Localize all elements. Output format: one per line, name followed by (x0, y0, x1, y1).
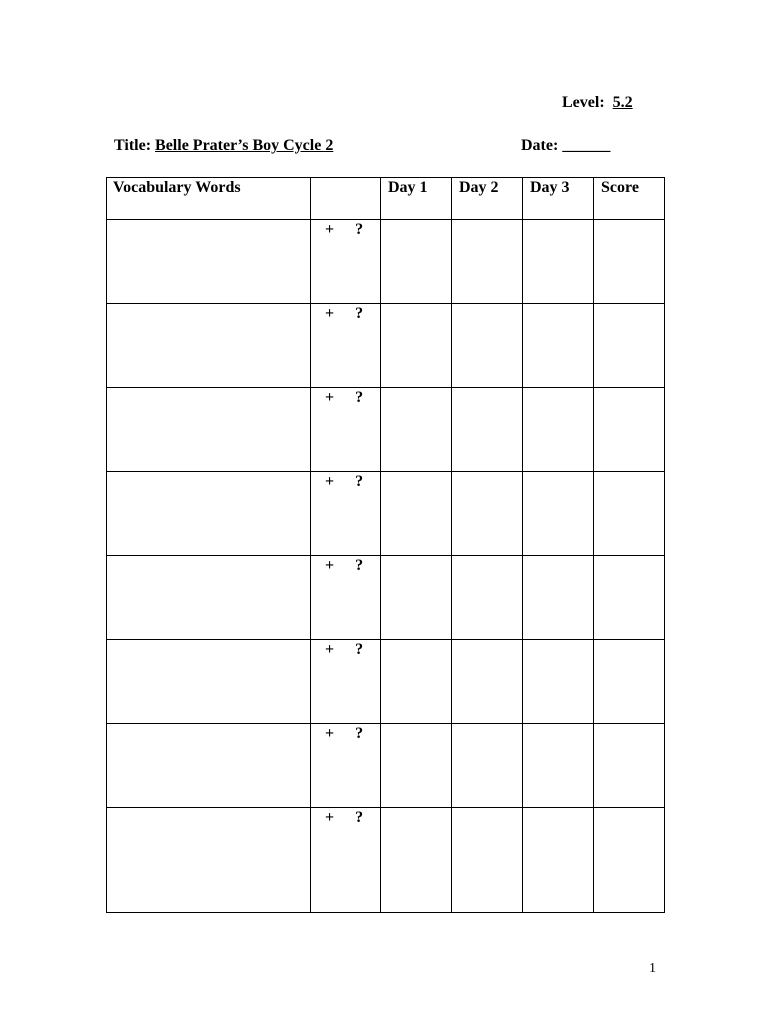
question-mark: ? (355, 473, 364, 490)
header-day-2-label: Day 2 (459, 179, 499, 196)
marks-cell (311, 472, 381, 556)
marks-cell (311, 640, 381, 724)
day-2-cell[interactable] (452, 220, 523, 304)
day-1-cell[interactable] (381, 556, 452, 640)
plus-mark: + (325, 641, 335, 658)
day-2-cell[interactable] (452, 640, 523, 724)
day-3-cell[interactable] (523, 304, 594, 388)
day-3-cell[interactable] (523, 724, 594, 808)
marks-cell (311, 220, 381, 304)
table-row (107, 556, 665, 640)
header-marks (311, 178, 381, 220)
table-row (107, 220, 665, 304)
day-3-cell[interactable] (523, 556, 594, 640)
header-day-1-label: Day 1 (388, 179, 428, 196)
day-3-cell[interactable] (523, 220, 594, 304)
score-cell[interactable] (594, 808, 665, 913)
marks-cell (311, 724, 381, 808)
table-row (107, 808, 665, 913)
vocabulary-word-cell[interactable] (107, 556, 311, 640)
header-vocabulary-words (107, 178, 311, 220)
plus-mark: + (325, 473, 335, 490)
marks-cell (311, 388, 381, 472)
vocabulary-word-cell[interactable] (107, 472, 311, 556)
score-cell[interactable] (594, 640, 665, 724)
day-2-cell[interactable] (452, 556, 523, 640)
vocabulary-word-cell[interactable] (107, 640, 311, 724)
question-mark: ? (355, 221, 364, 238)
header-day-1 (381, 178, 452, 220)
title-line (114, 137, 333, 155)
marks-cell (311, 556, 381, 640)
question-mark: ? (355, 557, 364, 574)
score-cell[interactable] (594, 472, 665, 556)
title-label: Title: (114, 137, 152, 154)
score-cell[interactable] (594, 388, 665, 472)
table-row (107, 472, 665, 556)
header-day-3 (523, 178, 594, 220)
marks-cell (311, 808, 381, 913)
day-3-cell[interactable] (523, 388, 594, 472)
day-3-cell[interactable] (523, 808, 594, 913)
table-row (107, 304, 665, 388)
plus-mark: + (325, 305, 335, 322)
level-value: 5.2 (612, 94, 633, 111)
day-2-cell[interactable] (452, 724, 523, 808)
vocabulary-word-cell[interactable] (107, 388, 311, 472)
day-2-cell[interactable] (452, 304, 523, 388)
day-3-cell[interactable] (523, 640, 594, 724)
table-row (107, 724, 665, 808)
header-vocabulary-words-label: Vocabulary Words (113, 179, 241, 196)
header-day-3-label: Day 3 (530, 179, 570, 196)
plus-mark: + (325, 557, 335, 574)
day-1-cell[interactable] (381, 808, 452, 913)
vocabulary-word-cell[interactable] (107, 808, 311, 913)
vocabulary-word-cell[interactable] (107, 220, 311, 304)
header-score (594, 178, 665, 220)
score-cell[interactable] (594, 724, 665, 808)
day-1-cell[interactable] (381, 304, 452, 388)
table-row (107, 640, 665, 724)
day-1-cell[interactable] (381, 388, 452, 472)
day-2-cell[interactable] (452, 388, 523, 472)
page-number: 1 (649, 961, 656, 976)
plus-mark: + (325, 221, 335, 238)
date-label: Date: (521, 137, 559, 154)
question-mark: ? (355, 305, 364, 322)
question-mark: ? (355, 389, 364, 406)
day-3-cell[interactable] (523, 472, 594, 556)
question-mark: ? (355, 809, 364, 826)
day-1-cell[interactable] (381, 640, 452, 724)
score-cell[interactable] (594, 220, 665, 304)
plus-mark: + (325, 809, 335, 826)
score-cell[interactable] (594, 556, 665, 640)
vocabulary-table (106, 177, 665, 913)
vocabulary-word-cell[interactable] (107, 304, 311, 388)
table-header-row (107, 178, 665, 220)
day-1-cell[interactable] (381, 220, 452, 304)
marks-cell (311, 304, 381, 388)
level-line (562, 94, 633, 112)
date-line (521, 137, 610, 155)
header-score-label: Score (601, 179, 639, 196)
header-day-2 (452, 178, 523, 220)
header-marks-label (311, 178, 380, 179)
day-1-cell[interactable] (381, 472, 452, 556)
date-value: ______ (562, 137, 611, 154)
question-mark: ? (355, 725, 364, 742)
title-value: Belle Prater’s Boy Cycle 2 (155, 137, 334, 154)
day-1-cell[interactable] (381, 724, 452, 808)
question-mark: ? (355, 641, 364, 658)
level-label: Level: (562, 94, 605, 111)
plus-mark: + (325, 725, 335, 742)
score-cell[interactable] (594, 304, 665, 388)
day-2-cell[interactable] (452, 808, 523, 913)
day-2-cell[interactable] (452, 472, 523, 556)
plus-mark: + (325, 389, 335, 406)
table-row (107, 388, 665, 472)
vocabulary-word-cell[interactable] (107, 724, 311, 808)
